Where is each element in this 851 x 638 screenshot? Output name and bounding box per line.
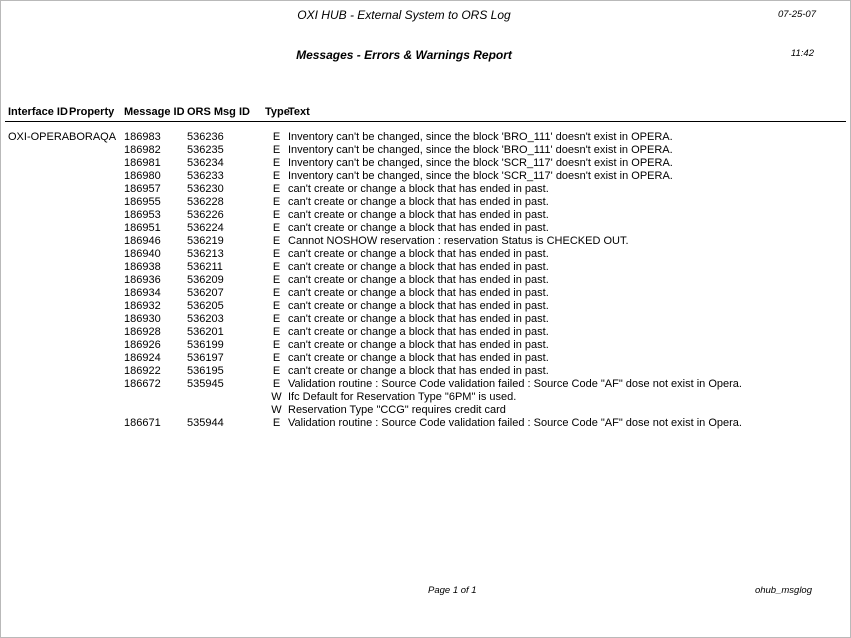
table-row xyxy=(8,404,845,417)
table-row xyxy=(8,339,845,352)
cell-message-id: 186922 xyxy=(124,365,161,377)
cell-message-id: 186924 xyxy=(124,352,161,364)
cell-interface-id xyxy=(8,170,69,183)
cell-property xyxy=(69,209,124,222)
cell-text: Reservation Type "CCG" requires credit card xyxy=(288,404,506,416)
table-row xyxy=(8,170,845,183)
cell-interface-id xyxy=(8,339,69,352)
table-row xyxy=(8,326,845,339)
cell-message-id: 186940 xyxy=(124,248,161,260)
report-time: 11:42 xyxy=(790,48,814,59)
cell-interface-id xyxy=(8,144,69,157)
cell-type: E xyxy=(272,417,281,429)
report-subtitle: Messages - Errors & Warnings Report xyxy=(296,48,512,62)
cell-type: E xyxy=(272,144,281,156)
cell-property xyxy=(69,313,124,326)
cell-message-id: 186928 xyxy=(124,326,161,338)
cell-property xyxy=(69,144,124,157)
table-row xyxy=(8,235,845,248)
cell-message-id xyxy=(124,391,187,404)
cell-property xyxy=(69,287,124,300)
cell-ors-msg-id xyxy=(187,404,265,417)
table-body xyxy=(8,131,845,430)
cell-text: can't create or change a block that has ended in past. xyxy=(288,339,549,351)
cell-message-id: 186938 xyxy=(124,261,161,273)
cell-interface-id xyxy=(8,235,69,248)
cell-property xyxy=(69,300,124,313)
table-column-headers xyxy=(8,106,845,119)
cell-interface-id xyxy=(8,222,69,235)
cell-text: Cannot NOSHOW reservation : reservation Status is CHECKED OUT. xyxy=(288,235,629,247)
cell-message-id: 186982 xyxy=(124,144,161,156)
cell-message-id: 186980 xyxy=(124,170,161,182)
table-row xyxy=(8,313,845,326)
table-row xyxy=(8,365,845,378)
cell-ors-msg-id: 536197 xyxy=(187,352,224,364)
cell-ors-msg-id: 536224 xyxy=(187,222,224,234)
cell-message-id: 186926 xyxy=(124,339,161,351)
cell-message-id: 186672 xyxy=(124,378,161,390)
table-row xyxy=(8,196,845,209)
cell-property xyxy=(69,365,124,378)
cell-text: can't create or change a block that has ended in past. xyxy=(288,365,549,377)
cell-ors-msg-id: 536199 xyxy=(187,339,224,351)
cell-interface-id xyxy=(8,209,69,222)
cell-interface-id xyxy=(8,404,69,417)
cell-message-id: 186671 xyxy=(124,417,161,429)
cell-property xyxy=(69,248,124,261)
column-header-message-id: Message ID xyxy=(124,106,185,118)
column-header-text: Text xyxy=(288,106,310,118)
table-row xyxy=(8,222,845,235)
cell-type: E xyxy=(272,157,281,169)
cell-text: Inventory can't be changed, since the block 'BRO_111' doesn't exist in OPERA. xyxy=(288,131,673,143)
cell-message-id: 186983 xyxy=(124,131,161,143)
cell-message-id xyxy=(124,404,187,417)
cell-text: can't create or change a block that has ended in past. xyxy=(288,261,549,273)
cell-type: E xyxy=(272,339,281,351)
cell-ors-msg-id: 536213 xyxy=(187,248,224,260)
cell-interface-id: OXI-OPERA xyxy=(8,131,70,143)
column-header-property: Property xyxy=(69,106,115,118)
cell-property xyxy=(69,274,124,287)
cell-property xyxy=(69,404,124,417)
cell-property xyxy=(69,352,124,365)
cell-text: can't create or change a block that has ended in past. xyxy=(288,287,549,299)
cell-ors-msg-id: 536209 xyxy=(187,274,224,286)
cell-type: E xyxy=(272,196,281,208)
cell-type: W xyxy=(271,404,282,416)
cell-ors-msg-id: 536203 xyxy=(187,313,224,325)
report-date: 07-25-07 xyxy=(777,9,816,20)
cell-type: E xyxy=(272,248,281,260)
cell-interface-id xyxy=(8,417,69,430)
report-title: OXI HUB - External System to ORS Log xyxy=(297,8,511,22)
header-divider-line xyxy=(5,121,846,122)
column-header-type: Type xyxy=(265,106,290,118)
table-row xyxy=(8,261,845,274)
cell-interface-id xyxy=(8,300,69,313)
table-row xyxy=(8,131,845,144)
cell-ors-msg-id: 536195 xyxy=(187,365,224,377)
cell-text: can't create or change a block that has ended in past. xyxy=(288,209,549,221)
table-row xyxy=(8,287,845,300)
table-row xyxy=(8,209,845,222)
cell-type: E xyxy=(272,365,281,377)
cell-interface-id xyxy=(8,378,69,391)
cell-interface-id xyxy=(8,365,69,378)
cell-ors-msg-id: 536233 xyxy=(187,170,224,182)
cell-ors-msg-id: 536226 xyxy=(187,209,224,221)
cell-message-id: 186930 xyxy=(124,313,161,325)
cell-ors-msg-id: 536201 xyxy=(187,326,224,338)
column-header-ors-msg-id: ORS Msg ID xyxy=(187,106,250,118)
cell-text: can't create or change a block that has ended in past. xyxy=(288,352,549,364)
cell-ors-msg-id: 536211 xyxy=(187,261,223,273)
cell-property xyxy=(69,183,124,196)
cell-text: can't create or change a block that has ended in past. xyxy=(288,248,549,260)
cell-interface-id xyxy=(8,313,69,326)
cell-ors-msg-id: 536219 xyxy=(187,235,224,247)
cell-text: can't create or change a block that has ended in past. xyxy=(288,313,549,325)
footer-report-id: ohub_msglog xyxy=(754,585,812,596)
cell-property xyxy=(69,222,124,235)
cell-type: E xyxy=(272,261,281,273)
cell-text: Validation routine : Source Code validation failed : Source Code "AF" dose not exist in Opera. xyxy=(288,417,742,429)
table-row xyxy=(8,352,845,365)
cell-ors-msg-id: 536235 xyxy=(187,144,224,156)
cell-property xyxy=(69,170,124,183)
cell-type: E xyxy=(272,313,281,325)
cell-property xyxy=(69,378,124,391)
cell-message-id: 186955 xyxy=(124,196,161,208)
cell-text: Inventory can't be changed, since the block 'SCR_117' doesn't exist in OPERA. xyxy=(288,157,673,169)
cell-text: Inventory can't be changed, since the block 'SCR_117' doesn't exist in OPERA. xyxy=(288,170,673,182)
cell-ors-msg-id: 536205 xyxy=(187,300,224,312)
table-row xyxy=(8,274,845,287)
cell-message-id: 186981 xyxy=(124,157,161,169)
cell-message-id: 186946 xyxy=(124,235,161,247)
cell-text: can't create or change a block that has ended in past. xyxy=(288,326,549,338)
cell-type: E xyxy=(272,274,281,286)
cell-message-id: 186936 xyxy=(124,274,161,286)
table-row xyxy=(8,144,845,157)
cell-type: E xyxy=(272,222,281,234)
table-row xyxy=(8,391,845,404)
cell-text: can't create or change a block that has ended in past. xyxy=(288,183,549,195)
cell-interface-id xyxy=(8,261,69,274)
cell-interface-id xyxy=(8,274,69,287)
cell-property xyxy=(69,417,124,430)
cell-interface-id xyxy=(8,196,69,209)
cell-interface-id xyxy=(8,183,69,196)
cell-text: can't create or change a block that has ended in past. xyxy=(288,196,549,208)
cell-type: E xyxy=(272,235,281,247)
cell-text: can't create or change a block that has ended in past. xyxy=(288,274,549,286)
cell-ors-msg-id: 535945 xyxy=(187,378,224,390)
cell-property xyxy=(69,261,124,274)
cell-message-id: 186957 xyxy=(124,183,161,195)
cell-text: can't create or change a block that has ended in past. xyxy=(288,222,549,234)
cell-property xyxy=(69,391,124,404)
cell-type: W xyxy=(271,391,282,403)
cell-interface-id xyxy=(8,287,69,300)
cell-interface-id xyxy=(8,157,69,170)
cell-ors-msg-id: 536236 xyxy=(187,131,224,143)
cell-property xyxy=(69,235,124,248)
cell-property xyxy=(69,157,124,170)
cell-interface-id xyxy=(8,352,69,365)
cell-interface-id xyxy=(8,248,69,261)
cell-ors-msg-id: 536234 xyxy=(187,157,224,169)
table-row xyxy=(8,378,845,391)
cell-text: Inventory can't be changed, since the block 'BRO_111' doesn't exist in OPERA. xyxy=(288,144,673,156)
cell-message-id: 186934 xyxy=(124,287,161,299)
cell-ors-msg-id: 536207 xyxy=(187,287,224,299)
cell-message-id: 186953 xyxy=(124,209,161,221)
table-row xyxy=(8,248,845,261)
cell-text: Validation routine : Source Code validation failed : Source Code "AF" dose not exist in Opera. xyxy=(288,378,742,390)
cell-type: E xyxy=(272,378,281,390)
cell-message-id: 186932 xyxy=(124,300,161,312)
cell-type: E xyxy=(272,352,281,364)
cell-property xyxy=(69,339,124,352)
table-row xyxy=(8,157,845,170)
cell-message-id: 186951 xyxy=(124,222,161,234)
cell-type: E xyxy=(272,287,281,299)
cell-interface-id xyxy=(8,326,69,339)
cell-type: E xyxy=(272,170,281,182)
cell-text: Ifc Default for Reservation Type "6PM" is used. xyxy=(288,391,517,403)
cell-type: E xyxy=(272,209,281,221)
table-row xyxy=(8,183,845,196)
cell-type: E xyxy=(272,300,281,312)
cell-property xyxy=(69,196,124,209)
cell-ors-msg-id: 536230 xyxy=(187,183,224,195)
cell-property: BORAQA xyxy=(69,131,117,143)
cell-type: E xyxy=(272,131,281,143)
column-header-interface-id: Interface ID xyxy=(8,106,68,118)
table-row xyxy=(8,417,845,430)
cell-ors-msg-id: 535944 xyxy=(187,417,224,429)
cell-text: can't create or change a block that has ended in past. xyxy=(288,300,549,312)
cell-ors-msg-id: 536228 xyxy=(187,196,224,208)
cell-property xyxy=(69,326,124,339)
cell-type: E xyxy=(272,183,281,195)
footer-page-number: Page 1 of 1 xyxy=(428,585,477,596)
cell-interface-id xyxy=(8,391,69,404)
cell-ors-msg-id xyxy=(187,391,265,404)
cell-type: E xyxy=(272,326,281,338)
table-row xyxy=(8,300,845,313)
